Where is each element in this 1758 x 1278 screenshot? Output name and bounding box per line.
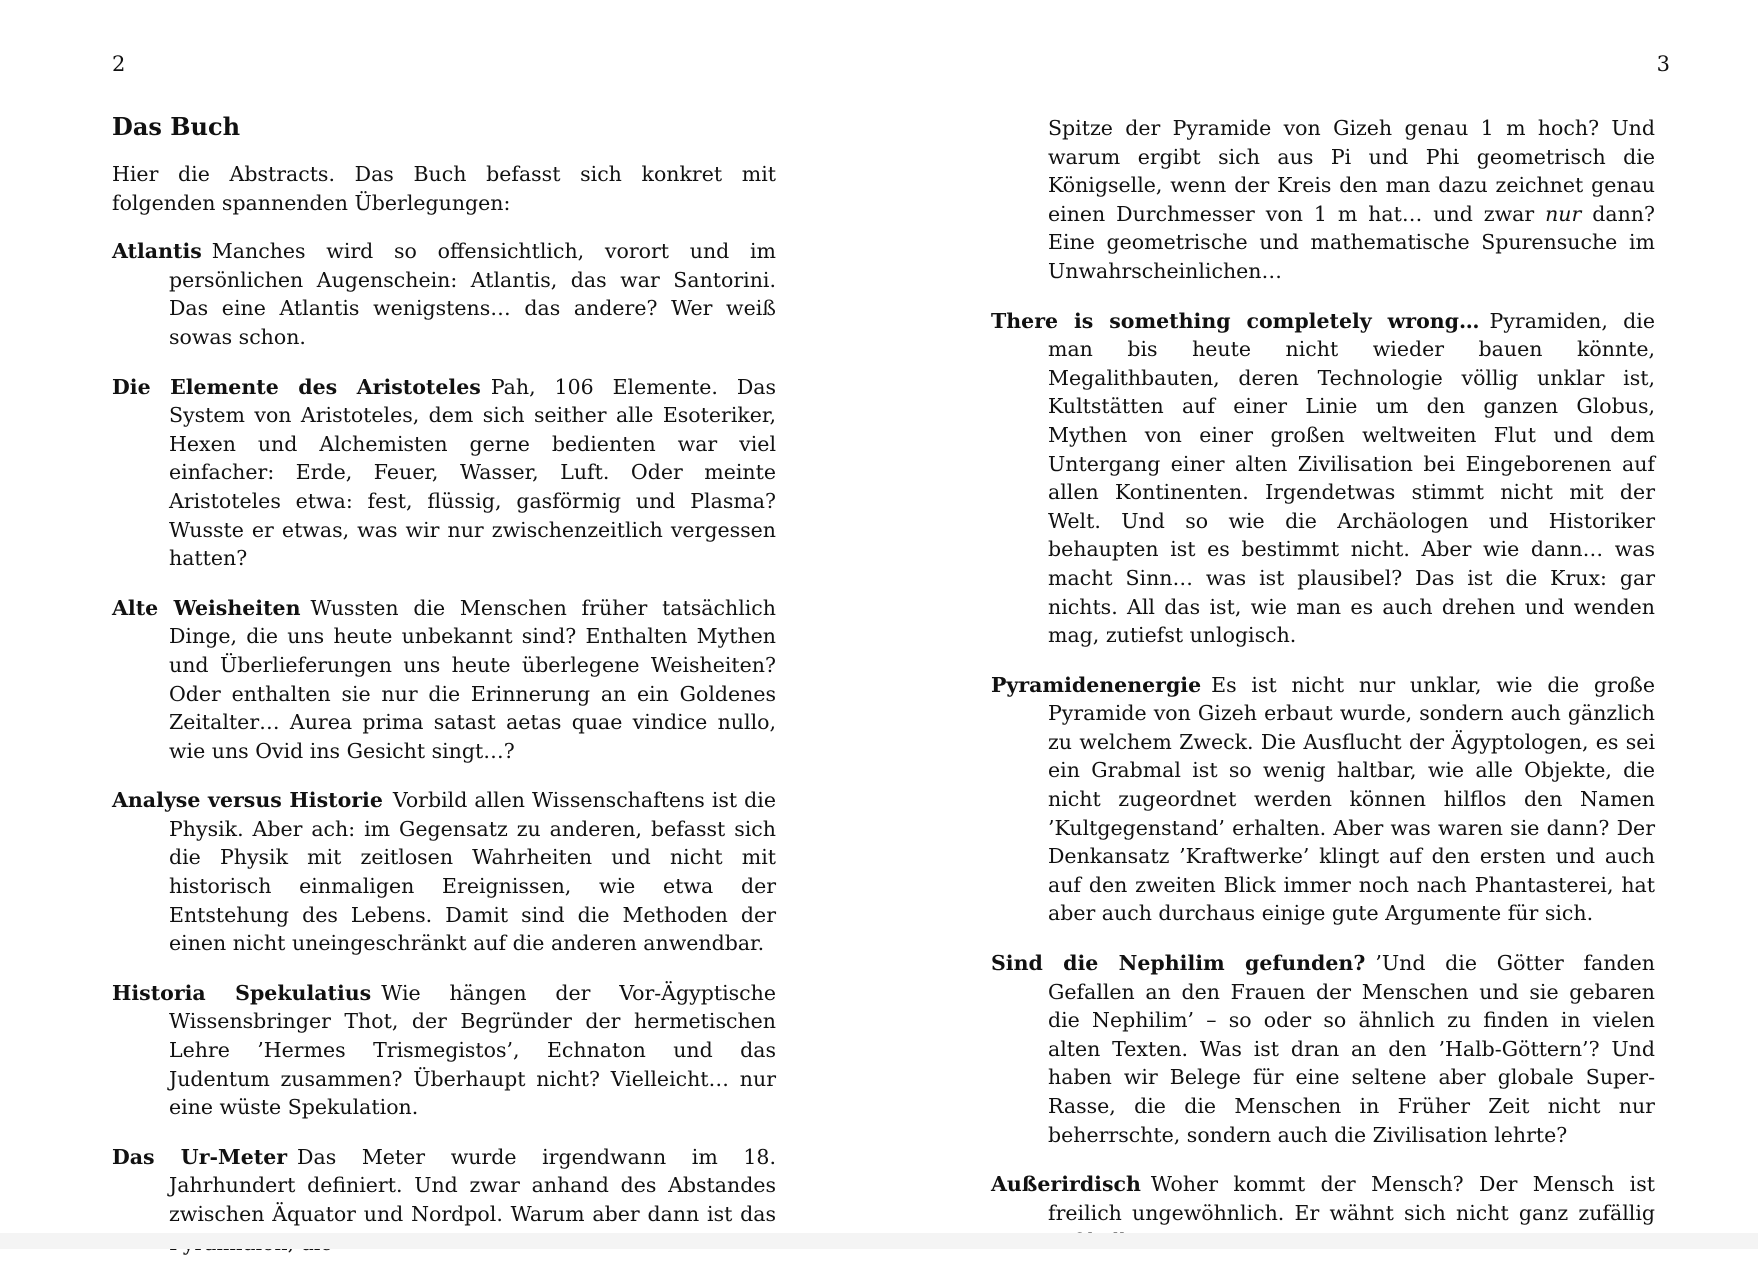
entry-term: Analyse versus Historie	[112, 788, 383, 813]
entry-text: Es ist nicht nur unklar, wie die große Pyramide von Gizeh erbaut wurde, sondern auch gänzlich zu welchem Zweck. Die Ausflucht der Ägyptologen, es sei ein Grabmal ist so wenig haltbar, wie alle Objekte, die nicht zugeordnet werden können hilflos den Namen ’Kultgegenstand’ erhalten. Aber was waren sie dann? Der Denkansatz ’Kraftwerke’ klingt auf den ersten und auch auf den zweiten Blick immer noch nach Phantasterei, hat aber auch durchaus einige gute Argumente für sich.	[1048, 672, 1655, 926]
entry-text: Pyramiden, die man bis heute nicht wieder bauen könnte, Megalithbauten, deren Technologie völlig unklar ist, Kultstätten auf einer Linie um den ganzen Globus, Mythen von einer großen weltweiten Flut und dem Untergang einer alten Zivilisation bei Eingeborenen auf allen Kontinenten. Irgendetwas stimmt nicht mit der Welt. Und so wie die Archäologen und Historiker behaupten ist es bestimmt nicht. Aber wie dann… was macht Sinn… was ist plausibel? Das ist die Krux: gar nichts. All das ist, wie man es auch drehen und wenden mag, zutiefst unlogisch.	[1048, 308, 1655, 648]
continued-entry-text	[991, 114, 1655, 286]
emphasis-text: nur	[1545, 201, 1582, 226]
abstract-entry	[112, 237, 776, 351]
entry-term: Außerirdisch	[991, 1172, 1141, 1197]
right-text-block	[991, 114, 1655, 1277]
intro-paragraph: Hier die Abstracts. Das Buch befasst sich konkret mit folgenden spannenden Überlegungen:	[112, 162, 776, 215]
left-page	[0, 0, 879, 1249]
abstract-entry	[991, 671, 1655, 928]
entry-term: Das Ur-Meter	[112, 1144, 288, 1169]
entry-text: Pah, 106 Elemente. Das System von Aristoteles, dem sich seither alle Esoteriker, Hexen und Alchemisten gerne bedienten war viel einfacher: Erde, Feuer, Wasser, Luft. Oder meinte Aristoteles etwa: fest, flüssig, gasförmig und Plasma? Wusste er etwas, was wir nur zwischenzeitlich vergessen hatten?	[169, 374, 776, 571]
entry-term: Die Elemente des Aristoteles	[112, 374, 481, 399]
abstract-entry	[112, 979, 776, 1122]
entry-text: Woher kommt der Mensch? Der Mensch ist freilich ungewöhnlich. Er wähnt sich nicht ganz zufällig	[1048, 1172, 1655, 1225]
section-heading: Das Buch	[112, 112, 241, 141]
entry-text: Manches wird so offensichtlich, vorort und im persönlichen Augenschein: Atlantis, das war Santorini. Das eine Atlantis wenigstens… das andere? Wer weiß sowas schon.	[169, 239, 776, 349]
entry-text: Vorbild allen Wissenschaftens ist die Physik. Aber ach: im Gegensatz zu anderen, befasst sich die Physik mit zeitlosen Wahrheiten und nicht mit historisch einmaligen Ereignissen, wie etwa der Entstehung des Lebens. Damit sind die Methoden der einen nicht uneingeschränkt auf die anderen anwendbar.	[169, 788, 776, 956]
right-page	[879, 0, 1758, 1249]
abstract-entry	[991, 307, 1655, 650]
entry-text: Wie hängen der Vor-Ägyptische Wissensbringer Thot, der Begründer der hermetischen Lehre ’Hermes Trismegistos’, Echnaton und das Judentum zusammen? Überhaupt nicht? Vielleicht… nur eine wüste Spekulation.	[169, 980, 776, 1120]
abstract-entry	[112, 594, 776, 766]
entry-term: Alte Weisheiten	[112, 595, 301, 620]
entry-term: There is something completely wrong…	[991, 308, 1480, 333]
abstract-entry	[112, 373, 776, 573]
abstract-entry	[112, 786, 776, 958]
entry-term: Atlantis	[112, 239, 202, 264]
entry-term: Historia Spekulatius	[112, 980, 372, 1005]
continuation-text: Spitze der Pyramide von Gizeh genau 1 m hoch? Und warum ergibt sich aus Pi und Phi geometrisch die Königselle, wenn der Kreis den man dazu zeichnet genau einen Durchmesser von 1 m hat… und zwar	[1048, 116, 1655, 226]
entry-term: Pyramidenenergie	[991, 672, 1202, 697]
entry-text: ’Und die Götter fanden Gefallen an den Frauen der Menschen und sie gebaren die Nephilim’ – so oder so ähnlich zu finden in vielen alten Texten. Was ist dran an den ’Halb-Göttern’? Und haben wir Belege für eine seltene aber globale Super-Rasse, die die Menschen in Früher Zeit nicht nur beherrschte, sondern auch die Zivilisation lehrte?	[1048, 951, 1656, 1147]
page-number: 2	[112, 52, 126, 76]
entry-term: Sind die Nephilim gefunden?	[991, 951, 1366, 976]
continuation-text: dann? Eine geometrische und mathematische Spurensuche im Unwahrscheinlichen…	[1048, 201, 1655, 283]
page-number: 3	[1656, 52, 1670, 76]
bottom-page-edge	[0, 1233, 1758, 1249]
entry-text: Wussten die Menschen früher tatsächlich Dinge, die uns heute unbekannt sind? Enthalten Mythen und Überlieferungen uns heute überlegene Weisheiten? Oder enthalten sie nur die Erinnerung an ein Goldenes Zeitalter… Aurea prima satast aetas quae vindice nullo, wie uns Ovid ins Gesicht singt…?	[169, 595, 776, 763]
entry-text: Das Meter wurde irgendwann im 18. Jahrhundert definiert. Und zwar anhand des Abstandes zwischen Äquator und Nordpol. Warum aber dann ist das	[169, 1144, 776, 1226]
abstract-entry	[991, 949, 1655, 1149]
left-text-block	[112, 108, 776, 1278]
